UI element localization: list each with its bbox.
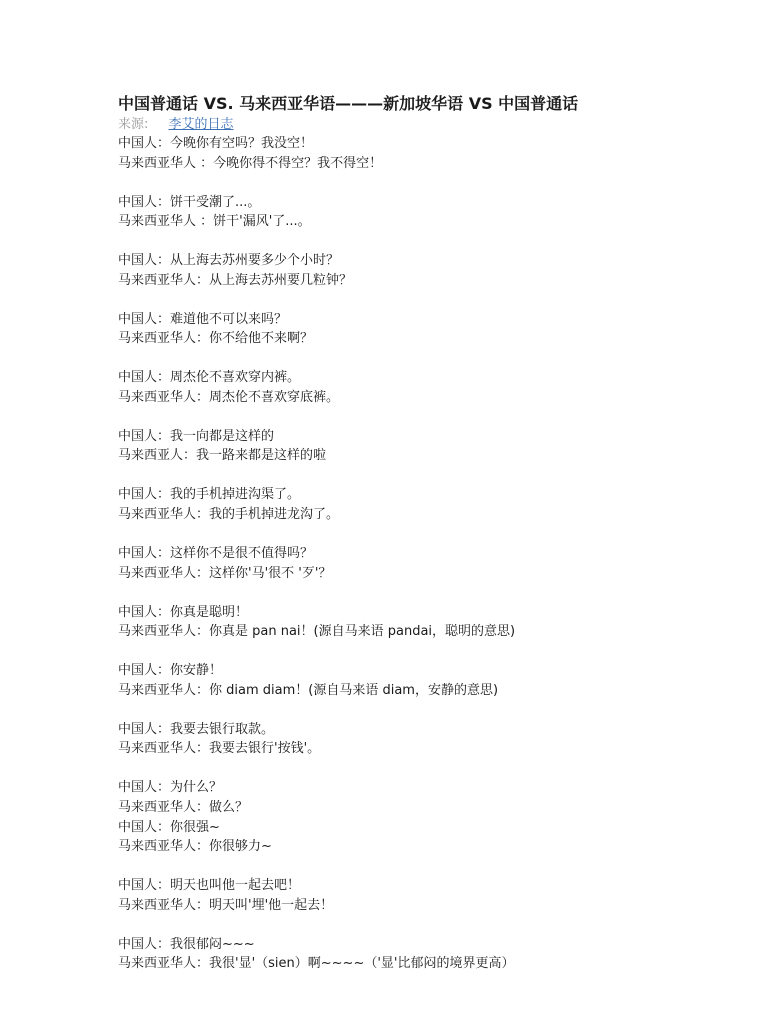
dialogue-line: 马来西亚华人：你不给他不来啊？: [118, 331, 314, 347]
dialogue-line: 中国人：饼干受潮了...。: [118, 194, 261, 210]
dialogue-line: 中国人：难道他不可以来吗？: [118, 311, 288, 327]
dialogue-line: 中国人：你很强~: [118, 819, 220, 835]
dialogue-group: [118, 485, 738, 524]
dialogue-group: [118, 193, 738, 232]
dialogue-line: 马来西亚华人 ：今晚你得不得空？我不得空！: [118, 155, 383, 171]
source-label: 来源:: [118, 117, 149, 132]
dialogue-group: [118, 251, 738, 290]
dialogue-line: 马来西亚华人：做么？: [118, 799, 249, 815]
dialogue-line: 中国人：我一向都是这样的: [118, 428, 275, 444]
dialogue-group: [118, 876, 738, 915]
dialogue-line: 马来西亚华人：我要去银行'按钱'。: [118, 741, 321, 757]
dialogue-line: 中国人：今晚你有空吗？我没空！: [118, 136, 314, 151]
dialogue-line: 中国人：明天也叫他一起去吧！: [118, 878, 301, 894]
dialogue-line: 中国人：你安静！: [118, 663, 223, 679]
dialogue-line: 中国人：你真是聪明！: [118, 604, 249, 620]
dialogue-line: 中国人：我的手机掉进沟渠了。: [118, 487, 301, 503]
dialogue-line: 中国人：为什么？: [118, 780, 223, 796]
dialogue-line: 马来西亚华人：周杰伦不喜欢穿底裤。: [118, 389, 340, 405]
dialogue-group: [118, 720, 738, 759]
dialogue-line: 马来西亚华人：你真是 pan nai！(源自马来语 pandai，聪明的意思): [118, 624, 516, 640]
dialogue-line: 中国人：周杰伦不喜欢穿内裤。: [118, 370, 301, 386]
dialogue-line: 马来西亚华人：你 diam diam！(源自马来语 diam，安静的意思): [118, 682, 499, 698]
document-page: [118, 93, 738, 993]
dialogue-group: [118, 544, 738, 583]
dialogue-list: [118, 134, 738, 974]
dialogue-line: 马来西亚华人：明天叫'埋'他一起去！: [118, 897, 334, 913]
dialogue-line: 马来西亚华人：我很'显'（sien）啊~~~~（'显'比郁闷的境界更高）: [118, 956, 515, 972]
dialogue-group: [118, 603, 738, 642]
dialogue-group: [118, 368, 738, 407]
dialogue-line: 马来西亚华人 ：饼干'漏风'了...。: [118, 214, 311, 230]
dialogue-line: 中国人：我要去银行取款。: [118, 721, 275, 737]
dialogue-group: [118, 661, 738, 700]
source-line: [118, 115, 738, 134]
dialogue-line: 中国人：我很郁闷~~~: [118, 936, 255, 952]
source-link[interactable]: 李艾的日志: [168, 117, 234, 132]
dialogue-line: 马来西亚华人：你很够力~: [118, 839, 272, 855]
dialogue-line: 马来西亚华人：这样你'马'很不 '歹'？: [118, 565, 332, 581]
dialogue-group: [118, 427, 738, 466]
document-title: 中国普通话 VS. 马来西亚华语———新加坡华语 VS 中国普通话: [118, 94, 579, 113]
dialogue-group: [118, 935, 738, 974]
dialogue-line: 马来西亚华人：从上海去苏州要几粒钟？: [118, 272, 353, 288]
dialogue-group: [118, 778, 738, 856]
dialogue-line: 马来西亚华人：我的手机掉进龙沟了。: [118, 507, 340, 523]
dialogue-group: [118, 134, 738, 173]
dialogue-line: 马来西亚人：我一路来都是这样的啦: [118, 448, 327, 464]
dialogue-group: [118, 310, 738, 349]
dialogue-line: 中国人：从上海去苏州要多少个小时？: [118, 253, 340, 269]
dialogue-line: 中国人：这样你不是很不值得吗？: [118, 546, 314, 562]
